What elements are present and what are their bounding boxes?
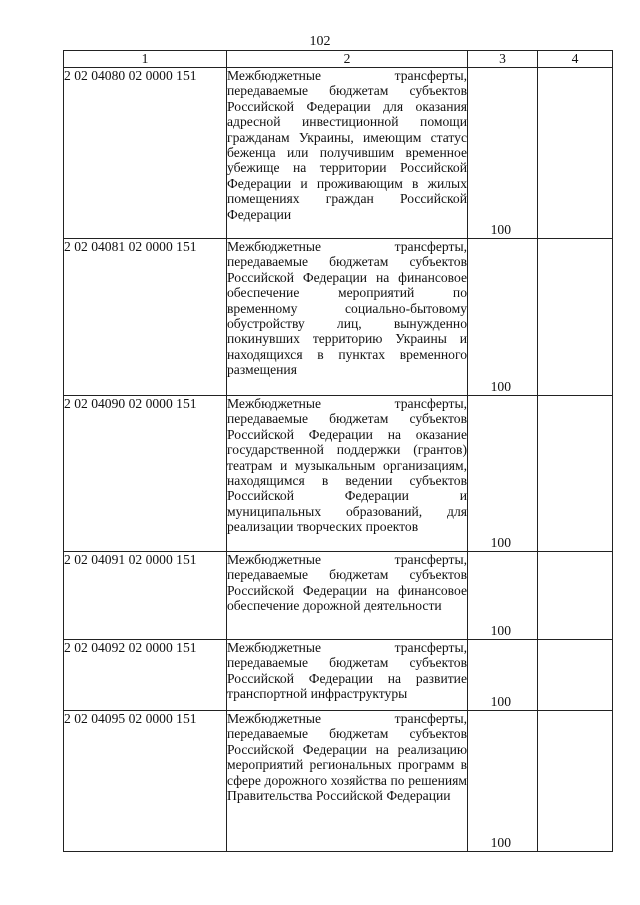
- empty-cell: [538, 552, 613, 640]
- transfer-description: Межбюджетные трансферты, передаваемые бюджетам субъектов Российской Федерации на финансовое обеспечение мероприятий по временному социально-бытовому обустройству лиц, вынужденно покинувших территорию Украины и находящихся в пунктах временного размещения: [227, 239, 468, 396]
- amount-value: 100: [490, 622, 511, 638]
- empty-cell: [538, 711, 613, 852]
- transfer-description: Межбюджетные трансферты, передаваемые бюджетам субъектов Российской Федерации на реализацию мероприятий региональных программ в сфере дорожного хозяйства по решениям Правительства Российской Федерации: [227, 711, 468, 852]
- amount-cell: [468, 552, 538, 640]
- empty-cell: [538, 640, 613, 711]
- table-row: [64, 711, 613, 852]
- transfer-description: Межбюджетные трансферты, передаваемые бюджетам субъектов Российской Федерации на развитие транспортной инфраструктуры: [227, 640, 468, 711]
- transfer-description: Межбюджетные трансферты, передаваемые бюджетам субъектов Российской Федерации на финансовое обеспечение дорожной деятельности: [227, 552, 468, 640]
- amount-cell: [468, 640, 538, 711]
- header-col-3: 3: [468, 51, 538, 68]
- amount-cell: [468, 711, 538, 852]
- budget-code: 2 02 04095 02 0000 151: [64, 711, 227, 852]
- amount-cell: [468, 396, 538, 552]
- empty-cell: [538, 396, 613, 552]
- table-row: [64, 640, 613, 711]
- amount-value: 100: [490, 378, 511, 394]
- page-number: 102: [309, 34, 331, 49]
- empty-cell: [538, 68, 613, 239]
- amount-cell: [468, 68, 538, 239]
- table-row: [64, 552, 613, 640]
- budget-table: [63, 50, 613, 852]
- empty-cell: [538, 239, 613, 396]
- header-col-4: 4: [538, 51, 613, 68]
- header-col-1: 1: [64, 51, 227, 68]
- amount-cell: [468, 239, 538, 396]
- amount-value: 100: [490, 221, 511, 237]
- table-row: [64, 68, 613, 239]
- table-row: [64, 396, 613, 552]
- transfer-description: Межбюджетные трансферты, передаваемые бюджетам субъектов Российской Федерации для оказания адресной инвестиционной помощи гражданам Украины, имеющим статус беженца или получившим временное убежище на территории Российской Федерации и проживающим в жилых помещениях граждан Российской Федерации: [227, 68, 468, 239]
- budget-code: 2 02 04080 02 0000 151: [64, 68, 227, 239]
- amount-value: 100: [490, 693, 511, 709]
- budget-code: 2 02 04091 02 0000 151: [64, 552, 227, 640]
- table-header-row: [64, 51, 613, 68]
- budget-code: 2 02 04090 02 0000 151: [64, 396, 227, 552]
- table-row: [64, 239, 613, 396]
- transfer-description: Межбюджетные трансферты, передаваемые бюджетам субъектов Российской Федерации на оказание государственной поддержки (грантов) театрам и музыкальным организациям, находящимся в ведении субъектов Российской Федерации и муниципальных образований, для реализации творческих проектов: [227, 396, 468, 552]
- amount-value: 100: [490, 834, 511, 850]
- header-col-2: 2: [227, 51, 468, 68]
- amount-value: 100: [490, 534, 511, 550]
- budget-code: 2 02 04092 02 0000 151: [64, 640, 227, 711]
- budget-code: 2 02 04081 02 0000 151: [64, 239, 227, 396]
